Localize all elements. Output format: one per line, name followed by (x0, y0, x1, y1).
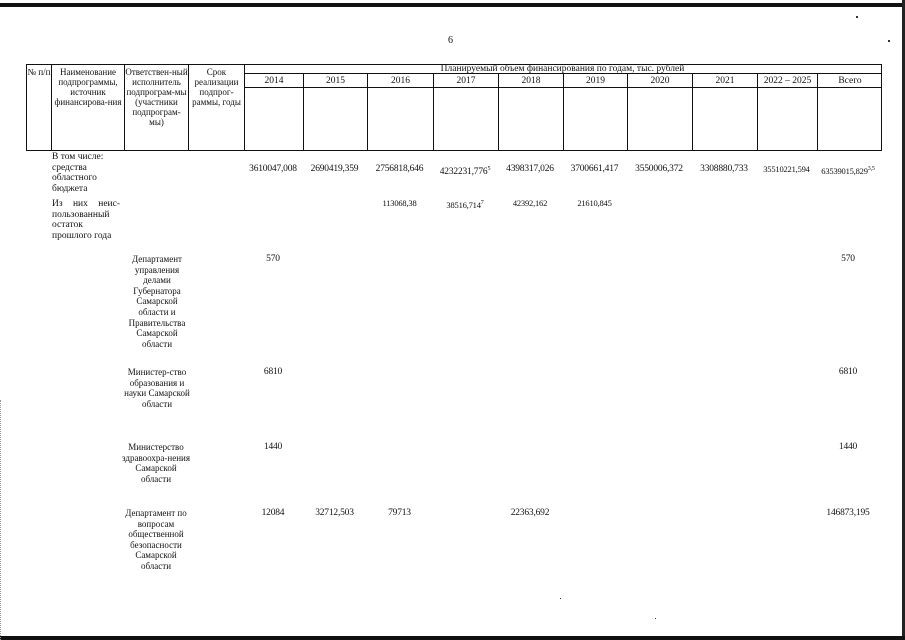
footnote-mark: 5 (487, 166, 491, 172)
header-year: 2022 – 2025 (763, 76, 812, 86)
cell-value: 1440 (263, 442, 283, 452)
scan-speck (560, 598, 561, 599)
cell-value: 4398317,026 (506, 164, 554, 174)
header-financing-group: Планируемый объем финансирования по годам, тыс. рублей (440, 64, 685, 74)
value-text: 63539015,829 (821, 166, 868, 176)
cell-value: 35510221,594 (763, 164, 810, 174)
cell-value: 42392,162 (512, 198, 548, 208)
cell-value: 2690419,359 (310, 164, 359, 174)
responsible-department: Департамент управления делами Губернатора Самарской области и Правительства Самарской области (128, 254, 186, 349)
scan-edge (0, 400, 3, 640)
scan-speck (888, 40, 890, 42)
cell-value: 3550006,372 (635, 164, 683, 174)
header-year: 2019 (586, 76, 605, 86)
top-border (0, 3, 905, 7)
cell-value: 6810 (263, 367, 283, 377)
cell-value-total (816, 164, 880, 177)
value-text: 4232231,776 (439, 167, 488, 177)
cell-value: 12084 (261, 508, 285, 518)
value-text: 38516,714 (446, 200, 481, 210)
cell-value: 570 (266, 254, 280, 264)
cell-value-2017 (433, 164, 497, 178)
cell-value-total: 6810 (838, 367, 858, 377)
bottom-border (0, 636, 905, 640)
cell-value-total: 146873,195 (826, 508, 870, 518)
header-year: 2020 (650, 76, 670, 86)
cell-value: 2756818,646 (375, 164, 424, 174)
responsible-department: Министерство здравоохра-нения Самарской области (121, 442, 190, 484)
scan-speck (655, 618, 656, 619)
header-year: 2018 (521, 76, 541, 86)
cell-value-total: 1440 (838, 442, 858, 452)
header-year: 2014 (264, 76, 284, 86)
header-subprogram-name: Наименование подпрограммы, источник финансирова-ния (54, 67, 122, 107)
header-year: 2016 (391, 76, 410, 86)
row-label-unused-balance: пользованный остаток прошлого года (52, 209, 112, 241)
header-number: № п/п (27, 67, 51, 77)
cell-value: 21610,845 (577, 198, 612, 208)
footnote-mark: 3,5 (867, 166, 875, 172)
header-year: 2015 (326, 76, 345, 86)
cell-value: 22363,692 (510, 508, 550, 518)
scan-speck (856, 16, 858, 18)
row-label-regional-budget: В том числе: средства областного бюджета (52, 152, 104, 194)
header-year: 2021 (715, 76, 735, 86)
cell-value: 32712,503 (315, 508, 354, 518)
page-number: 6 (448, 35, 453, 46)
cell-value: 3610047,008 (249, 164, 297, 174)
cell-value: 3308880,733 (700, 164, 748, 174)
cell-value-total: 570 (841, 254, 855, 264)
row-label-unused-line1: Из них неис- (52, 199, 120, 209)
table-header (26, 64, 882, 151)
cell-value-2017 (433, 198, 497, 211)
header-responsible: Ответствен-ный исполнитель подпрограм-мы (участники подпрограм-мы) (125, 67, 188, 127)
responsible-department: Департамент по вопросам общественной безопасности Самарской области (125, 508, 187, 571)
footnote-mark: 7 (480, 200, 484, 206)
header-total: Всего (838, 76, 862, 86)
cell-value: 3700661,417 (570, 164, 619, 174)
header-term: Срок реализации подпрог-раммы, годы (192, 67, 241, 107)
cell-value: 79713 (388, 508, 411, 518)
header-year: 2017 (456, 76, 476, 86)
cell-value: 113068,38 (382, 198, 417, 208)
responsible-department: Министер-ство образования и науки Самарской области (124, 367, 190, 409)
